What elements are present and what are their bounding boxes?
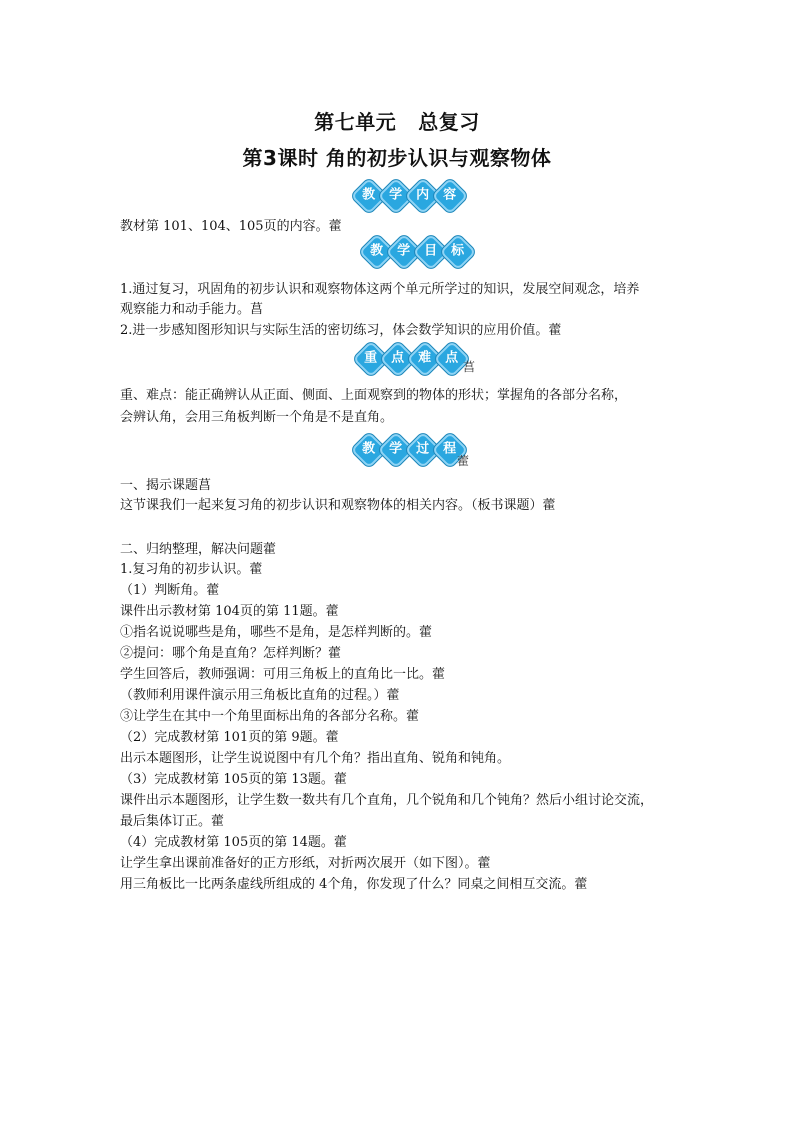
badge-key-points	[358, 346, 465, 372]
paragraph: ③让学生在其中一个角里面标出角的各部分名称。藿	[120, 709, 420, 724]
unit-title	[0, 106, 794, 135]
key-points-line-2: 会辨认角，会用三角板判断一个角是不是直角。	[120, 410, 394, 425]
section-2-title: 二、归纳整理，解决问题藿	[120, 542, 277, 557]
badge-teaching-goals	[364, 239, 471, 265]
paragraph: 课件出示教材第 104页的第 11题。藿	[120, 604, 339, 619]
badge-tile: 难	[407, 341, 444, 378]
paragraph: （4）完成教材第 105页的第 14题。藿	[120, 835, 347, 850]
key-points-line-1: 重、难点：能正确辨认从正面、侧面、上面观察到的物体的形状；掌握角的各部分名称，	[120, 388, 628, 403]
paragraph: 用三角板比一比两条虚线所组成的 4个角，你发现了什么？同桌之间相互交流。藿	[120, 877, 588, 892]
badge-tile: 学	[386, 234, 423, 271]
badge-tile: 内	[405, 178, 442, 215]
badge-tile: 目	[413, 234, 450, 271]
stray-mark: 藿	[457, 454, 470, 468]
paragraph: ②提问：哪个角是直角？怎样判断？藿	[120, 646, 342, 661]
stray-mark: 菖	[463, 360, 476, 374]
badge-tile: 教	[351, 178, 388, 215]
badge-tile: 学	[378, 178, 415, 215]
section-1-text: 这节课我们一起来复习角的初步认识和观察物体的相关内容。（板书课题）藿	[120, 498, 556, 513]
unit-title-part-a: 第七单元	[314, 110, 397, 134]
paragraph: 1.复习角的初步认识。藿	[120, 562, 263, 577]
badge-teaching-content	[356, 183, 463, 209]
paragraph: 让学生拿出课前准备好的正方形纸，对折两次展开（如下图）。藿	[120, 856, 491, 871]
paragraph: 课件出示本题图形，让学生数一数共有几个直角，几个锐角和几个钝角？然后小组讨论交流，	[120, 793, 654, 808]
lesson-title: 第3课时 角的初步认识与观察物体	[242, 146, 552, 170]
content-text: 教材第 101、104、105页的内容。藿	[120, 219, 342, 234]
badge-tile: 点	[380, 341, 417, 378]
badge-tile: 重	[353, 341, 390, 378]
badge-tile: 教	[351, 432, 388, 469]
section-1-title: 一、揭示课题菖	[120, 478, 212, 493]
badge-tile: 教	[359, 234, 396, 271]
unit-title-part-b: 总复习	[418, 110, 480, 134]
badge-tile: 标	[440, 234, 477, 271]
badge-tile: 容	[432, 178, 469, 215]
paragraph: 学生回答后，教师强调：可用三角板上的直角比一比。藿	[120, 667, 446, 682]
paragraph: （3）完成教材第 105页的第 13题。藿	[120, 772, 347, 787]
paragraph: 出示本题图形，让学生说说图中有几个角？指出直角、锐角和钝角。	[120, 751, 511, 766]
badge-tile: 点	[434, 341, 471, 378]
badge-tile: 程	[432, 432, 469, 469]
goal-1-line-1: 1.通过复习，巩固角的初步认识和观察物体这两个单元所学过的知识，发展空间观念，培养	[120, 282, 640, 297]
paragraph: （1）判断角。藿	[120, 583, 220, 598]
badge-teaching-process	[356, 437, 463, 463]
goal-2: 2.进一步感知图形知识与实际生活的密切练习，体会数学知识的应用价值。藿	[120, 323, 562, 338]
badge-tile: 过	[405, 432, 442, 469]
paragraph: （2）完成教材第 101页的第 9题。藿	[120, 730, 339, 745]
paragraph: 最后集体订正。藿	[120, 814, 225, 829]
badge-tile: 学	[378, 432, 415, 469]
paragraph: ①指名说说哪些是角，哪些不是角，是怎样判断的。藿	[120, 625, 433, 640]
goal-1-line-2: 观察能力和动手能力。菖	[120, 302, 264, 317]
paragraph: （教师利用课件演示用三角板比直角的过程。）藿	[120, 688, 400, 703]
